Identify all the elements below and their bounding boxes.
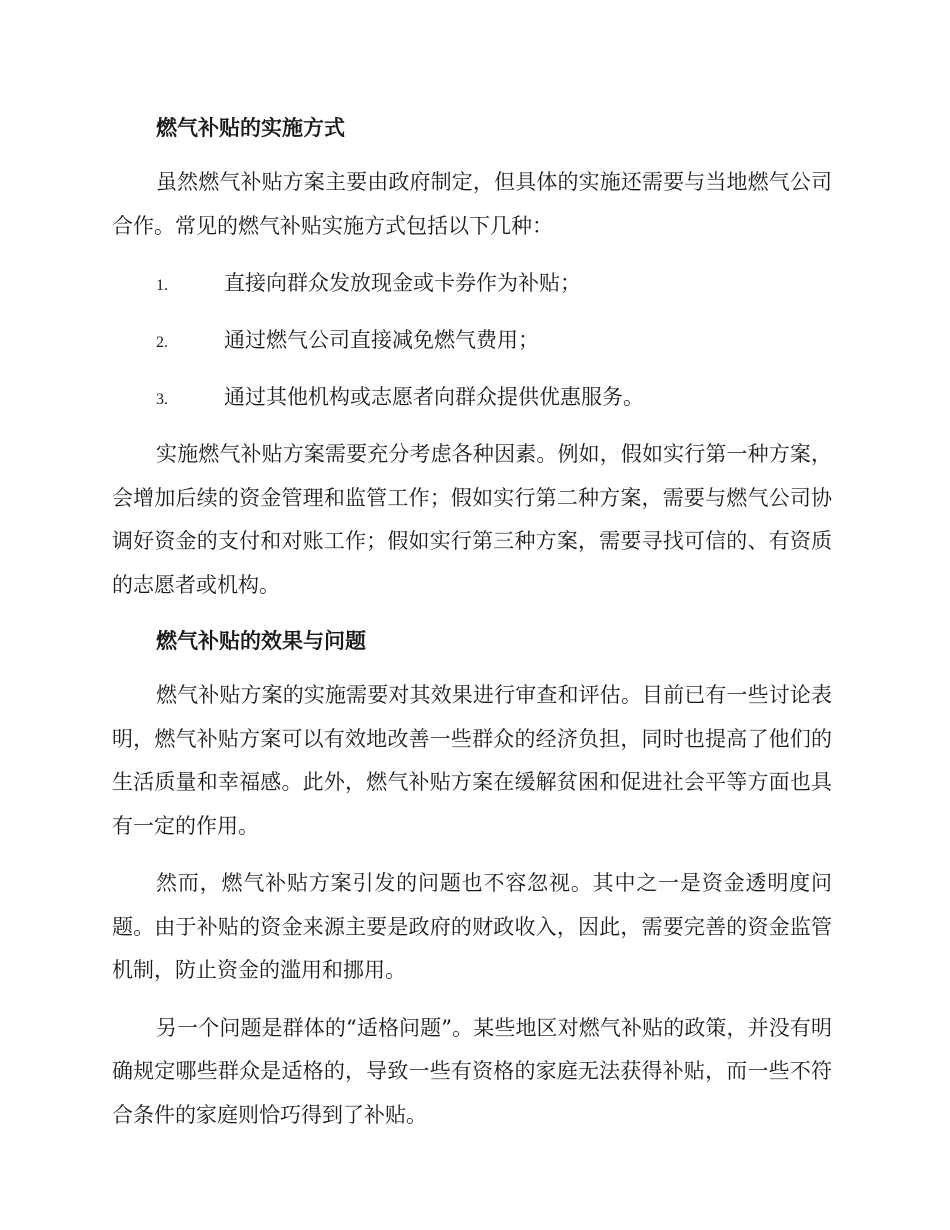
list-text: 通过其他机构或志愿者向群众提供优惠服务。 (224, 385, 644, 409)
document-page (112, 108, 832, 1151)
list-item (112, 262, 832, 307)
list-item (112, 376, 832, 421)
paragraph-eligibility: 另一个问题是群体的“适格问题”。某些地区对燃气补贴的政策，并没有明确规定哪些群众是适格的，导致一些有资格的家庭无法获得补贴，而一些不符合条件的家庭则恰巧得到了补贴。 (112, 1015, 832, 1127)
implementation-list (112, 262, 832, 421)
list-text: 通过燃气公司直接减免燃气费用； (224, 328, 539, 352)
paragraph-considerations: 实施燃气补贴方案需要充分考虑各种因素。例如，假如实行第一种方案，会增加后续的资金管理和监管工作；假如实行第二种方案，需要与燃气公司协调好资金的支付和对账工作；假如实行第三种方案，需要寻找可信的、有资质的志愿者或机构。 (112, 442, 832, 597)
list-number: 3. (156, 391, 168, 408)
list-item (112, 319, 832, 364)
paragraph-effects: 燃气补贴方案的实施需要对其效果进行审查和评估。目前已有一些讨论表明，燃气补贴方案可以有效地改善一些群众的经济负担，同时也提高了他们的生活质量和幸福感。此外，燃气补贴方案在缓解贫困和促进社会平等方面也具有一定的作用。 (112, 683, 832, 838)
list-text: 直接向群众发放现金或卡券作为补贴； (224, 271, 581, 295)
paragraph-intro: 虽然燃气补贴方案主要由政府制定，但具体的实施还需要与当地燃气公司合作。常见的燃气补贴实施方式包括以下几种： (112, 170, 832, 238)
section-heading-effects: 燃气补贴的效果与问题 (156, 629, 366, 653)
list-number: 2. (156, 334, 168, 351)
paragraph-transparency: 然而，燃气补贴方案引发的问题也不容忽视。其中之一是资金透明度问题。由于补贴的资金来源主要是政府的财政收入，因此，需要完善的资金监管机制，防止资金的滥用和挪用。 (112, 871, 832, 982)
list-number: 1. (156, 277, 168, 294)
section-heading-implementation: 燃气补贴的实施方式 (156, 116, 345, 140)
